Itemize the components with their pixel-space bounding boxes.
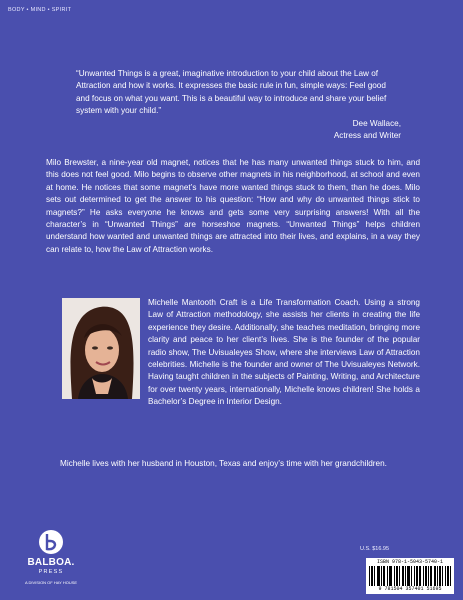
publisher-sub: PRESS bbox=[38, 569, 64, 575]
category-label: BODY • MIND • SPIRIT bbox=[8, 7, 72, 13]
endorsement-author: Dee Wallace, bbox=[352, 119, 401, 128]
publisher-logo bbox=[26, 530, 76, 594]
barcode-addon: 51695 bbox=[426, 586, 442, 592]
price: U.S. $16.95 bbox=[360, 546, 390, 552]
barcode-digits: 9 781504 357401 bbox=[378, 586, 424, 592]
endorsement-attribution bbox=[334, 118, 401, 143]
publisher-name: BALBOA. bbox=[27, 557, 75, 568]
endorsement-quote: “Unwanted Things is a great, imaginative introduction to your child about the Law of Attraction and how it works. It expresses the basic rule in fun, simple ways: Feel good and focus on what you want. This is a beautiful way to introduce and share your belief system with your child.” bbox=[76, 69, 387, 116]
publisher-division: A DIVISION OF HAY HOUSE bbox=[24, 580, 78, 585]
isbn-label: ISBN 978-1-5043-5740-1 bbox=[376, 559, 443, 565]
balboa-b-icon bbox=[39, 530, 63, 554]
author-bio: Michelle Mantooth Craft is a Life Transformation Coach. Using a strong Law of Attraction methodology, she assists her clients in creating the life experience they desire. Additionally, she teaches meditation, bringing more clarity and peace to her client’s lives. She is the founder of the popular radio show, The Uvisualeyes Show, where she interviews Law of Attraction celebrities. Michelle is the founder and owner of The Uvisualeyes Network. Having taught children in the subjects of Painting, Writing, and Architecture for over twenty years, internationally, Michelle knows children! She holds a Bachelor’s Degree in Interior Design. bbox=[148, 298, 420, 407]
isbn-barcode bbox=[366, 558, 454, 594]
book-synopsis: Milo Brewster, a nine-year old magnet, notices that he has many unwanted things stuck to him, and this does not feel good. Milo begins to observe other magnets in his neighborhood, at school and even at home. He notices that some magnet’s have more wanted things stuck to them, than he does. Milo sets out determined to get the answer to his question: “How and why do unwanted things stick to magnets?” He asks everyone he knows and gets some very surprising answers! With all the character’s in “Unwanted Things” are horseshoe magnets. “Unwanted Things” helps children understand how wanted and unwanted things are attracted into their lives, and explains, in a way they can relate to, how the Law of Attraction works. bbox=[46, 158, 420, 254]
barcode-number bbox=[366, 586, 454, 592]
author-photo bbox=[62, 298, 140, 399]
barcode-bars bbox=[369, 566, 451, 586]
endorsement-role: Actress and Writer bbox=[333, 131, 401, 141]
author-lives: Michelle lives with her husband in Houston, Texas and enjoy’s time with her grandchildren. bbox=[60, 459, 387, 468]
